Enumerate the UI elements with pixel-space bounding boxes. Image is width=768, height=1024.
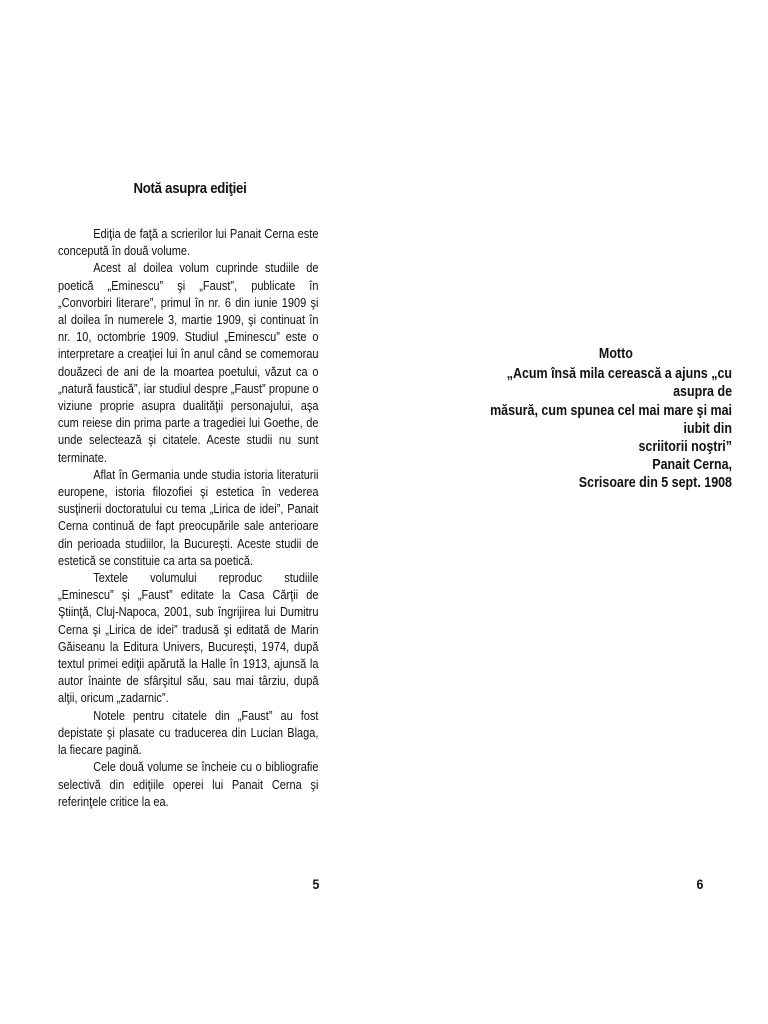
motto-quote-line: „Acum însă mila cerească a ajuns „cu asupra de xyxy=(506,366,732,401)
motto-quote-line: măsură, cum spunea cel mai mare şi mai iubit din xyxy=(490,402,732,437)
paragraph: Ediţia de faţă a scrierilor lui Panait Cerna este concepută în două volume. xyxy=(58,227,319,259)
page-title: Notă asupra ediţiei xyxy=(133,180,247,197)
motto-block xyxy=(483,345,732,493)
page-number: 5 xyxy=(312,876,320,892)
motto-quote-line: scriitorii noştri” xyxy=(638,439,732,456)
edition-note-body xyxy=(58,226,318,811)
paragraph: Notele pentru citatele din „Faust” au fost depistate şi plasate cu traducerea din Lucian Blaga, la fiecare pagină. xyxy=(58,708,319,758)
paragraph: Cele două volume se încheie cu o bibliografie selectivă din ediţiile operei lui Panait Cerna şi referinţele critice la ea. xyxy=(58,760,319,809)
paragraph: Acest al doilea volum cuprinde studiile de poetică „Eminescu” şi „Faust”, publicate în „Convorbiri literare”, primul în nr. 6 din iunie 1909 şi al doilea în numerele 3, martie 1909, şi continuat în nr. 10, octombrie 1909. Studiul „Eminescu” este o interpretare a creaţiei lui în anul când se comemorau douăzeci de ani de la moartea poetului, văzut ca o „natură faustică”, iar studiul despre „Faust” propune o viziune proprie asupra dualităţii personajului, aşa cum reiese din prima parte a tragediei lui Goethe, de unde selectează şi citatele. Aceste studii nu sunt terminate. xyxy=(58,261,319,465)
paragraph: Aflat în Germania unde studia istoria literaturii europene, istoria filozofiei şi estetica în vederea susţinerii doctoratului cu tema „Lirica de idei”, Panait Cerna continuă de fapt preocupările sale anterioare din perioada studiilor, la Bucureşti. Aceste studii de estetică se constituie ca arta sa poetică. xyxy=(58,467,319,568)
motto-author: Panait Cerna, xyxy=(652,457,732,474)
page-number: 6 xyxy=(696,876,704,892)
motto-source: Scrisoare din 5 sept. 1908 xyxy=(578,475,732,492)
motto-label: Motto xyxy=(598,346,633,362)
right-page xyxy=(384,0,768,1024)
paragraph: Textele volumului reproduc studiile „Eminescu” şi „Faust” editate la Casa Cărţii de Ştiinţă, Cluj-Napoca, 2001, sub îngrijirea lui Dumitru Cerna şi „Lirica de idei” tradusă şi editată de Marin Găiseanu la Editura Univers, Bucureşti, 1974, după textul primei ediţii apărută la Halle în 1913, ajunsă la autor înainte de sfârşitul său, sau mai târziu, după alţii, oricum „zadarnic”. xyxy=(58,571,319,706)
